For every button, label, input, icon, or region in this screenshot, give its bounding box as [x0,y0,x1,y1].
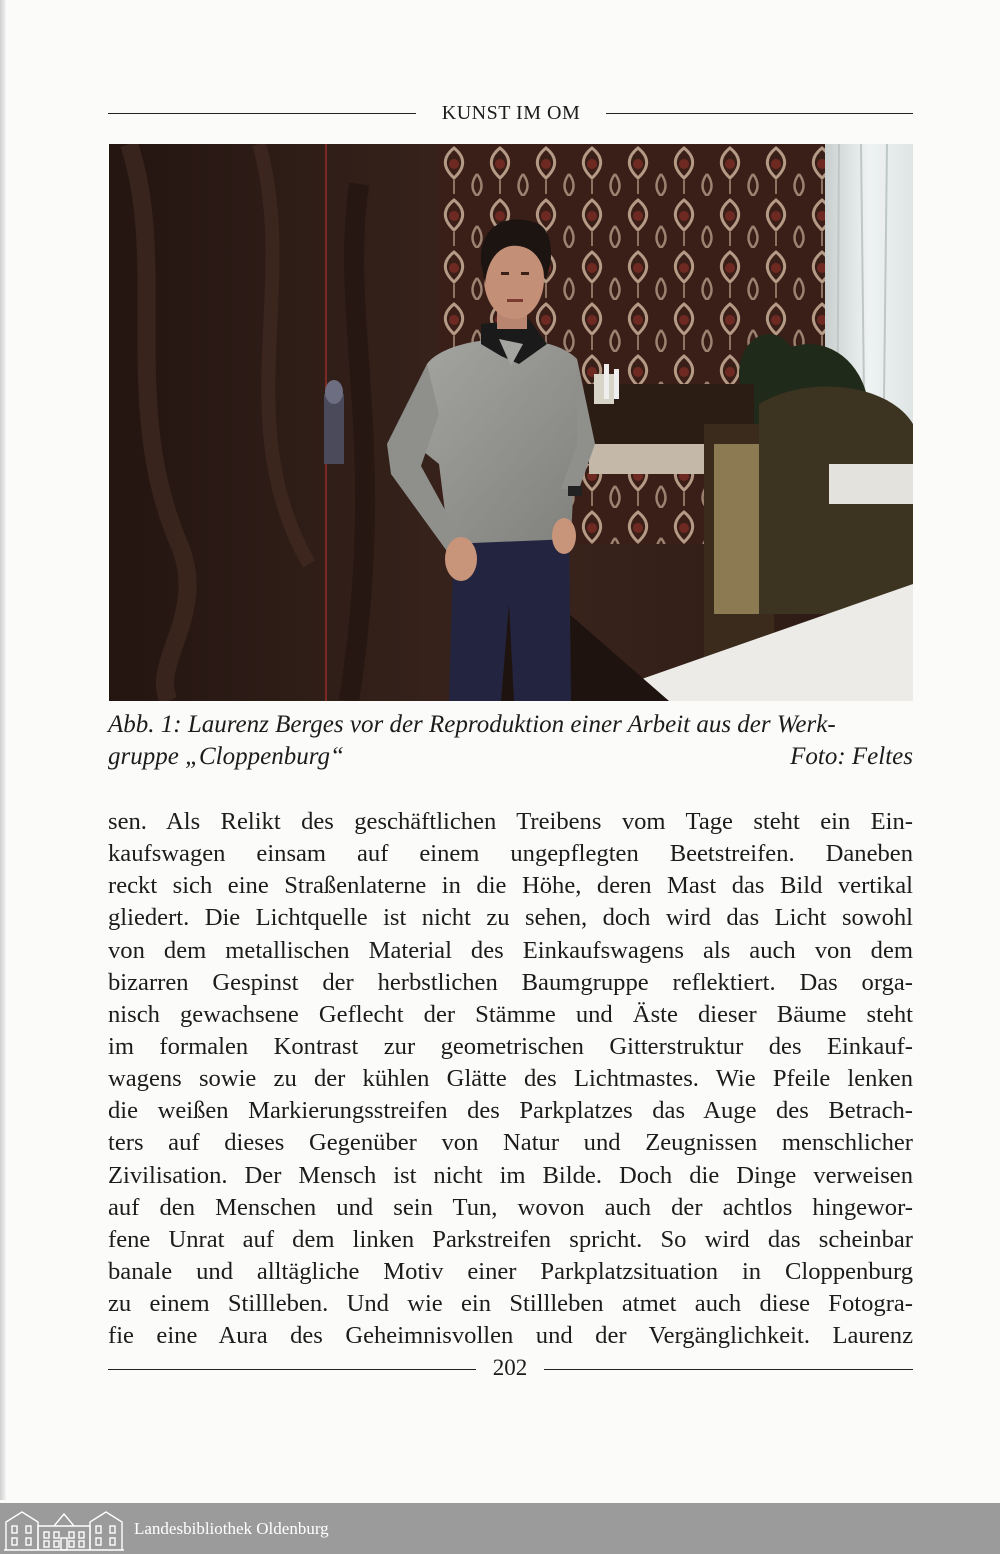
photo-credit: Foto: Feltes [790,743,913,770]
caption-series-name: gruppe „Cloppenburg“ [108,743,344,770]
running-header [108,100,913,126]
footer-rule-left [108,1369,476,1370]
body-line: banale und alltägliche Motiv einer Parkplatzsituation in Cloppenburg [108,1257,913,1285]
running-title: KUNST IM OM [441,102,581,124]
caption-line-2 [108,741,913,773]
body-line: Zivilisation. Der Mensch ist nicht im Bilde. Doch die Dinge verweisen [108,1161,913,1189]
body-line: ters auf dieses Gegenüber von Natur und Zeugnissen menschlicher [108,1129,913,1157]
body-line: wagens sowie zu der kühlen Glätte des Lichtmastes. Wie Pfeile lenken [108,1065,913,1093]
body-line: von dem metallischen Material des Einkaufswagens als auch von dem [108,936,913,964]
figure-caption [108,709,913,773]
body-line: gliedert. Die Lichtquelle ist nicht zu sehen, doch wird das Licht sowohl [108,904,913,932]
footer-rule-right [544,1369,913,1370]
figure-photo [109,144,913,701]
scan-edge [0,0,6,1500]
caption-line-1: Abb. 1: Laurenz Berges vor der Reproduktion einer Arbeit aus der Werk- [108,711,836,738]
body-line: nisch gewachsene Geflecht der Stämme und Äste dieser Bäume steht [108,1000,913,1028]
body-line: auf den Menschen und sein Tun, wovon auch der achtlos hingewor- [108,1193,913,1221]
body-line: kaufswagen einsam auf einem ungepflegten Beetstreifen. Daneben [108,840,913,868]
body-line: zu einem Stillleben. Und wie ein Stillleben atmet auch diese Fotogra- [108,1290,913,1318]
body-line: reckt sich eine Straßenlaterne in die Höhe, deren Mast das Bild vertikal [108,872,913,900]
body-text [108,806,913,1352]
header-rule-right [606,113,913,114]
header-rule-left [108,113,416,114]
body-line: die weißen Markierungsstreifen des Parkplatzes das Auge des Betrach- [108,1097,913,1125]
library-bar [0,1503,1000,1554]
body-line: fene Unrat auf dem linken Parkstreifen spricht. So wird das scheinbar [108,1225,913,1253]
page-number: 202 [492,1355,528,1380]
body-line: im formalen Kontrast zur geometrischen Gitterstruktur des Einkauf- [108,1032,913,1060]
body-line: sen. Als Relikt des geschäftlichen Treibens vom Tage steht ein Ein- [108,808,913,835]
library-building-icon [4,1506,124,1551]
body-line: fie eine Aura des Geheimnisvollen und der Vergänglichkeit. Laurenz [108,1322,913,1350]
page-footer [108,1354,913,1382]
library-name: Landesbibliothek Oldenburg [134,1519,329,1538]
body-line: bizarren Gespinst der herbstlichen Baumgruppe reflektiert. Das orga- [108,968,913,996]
